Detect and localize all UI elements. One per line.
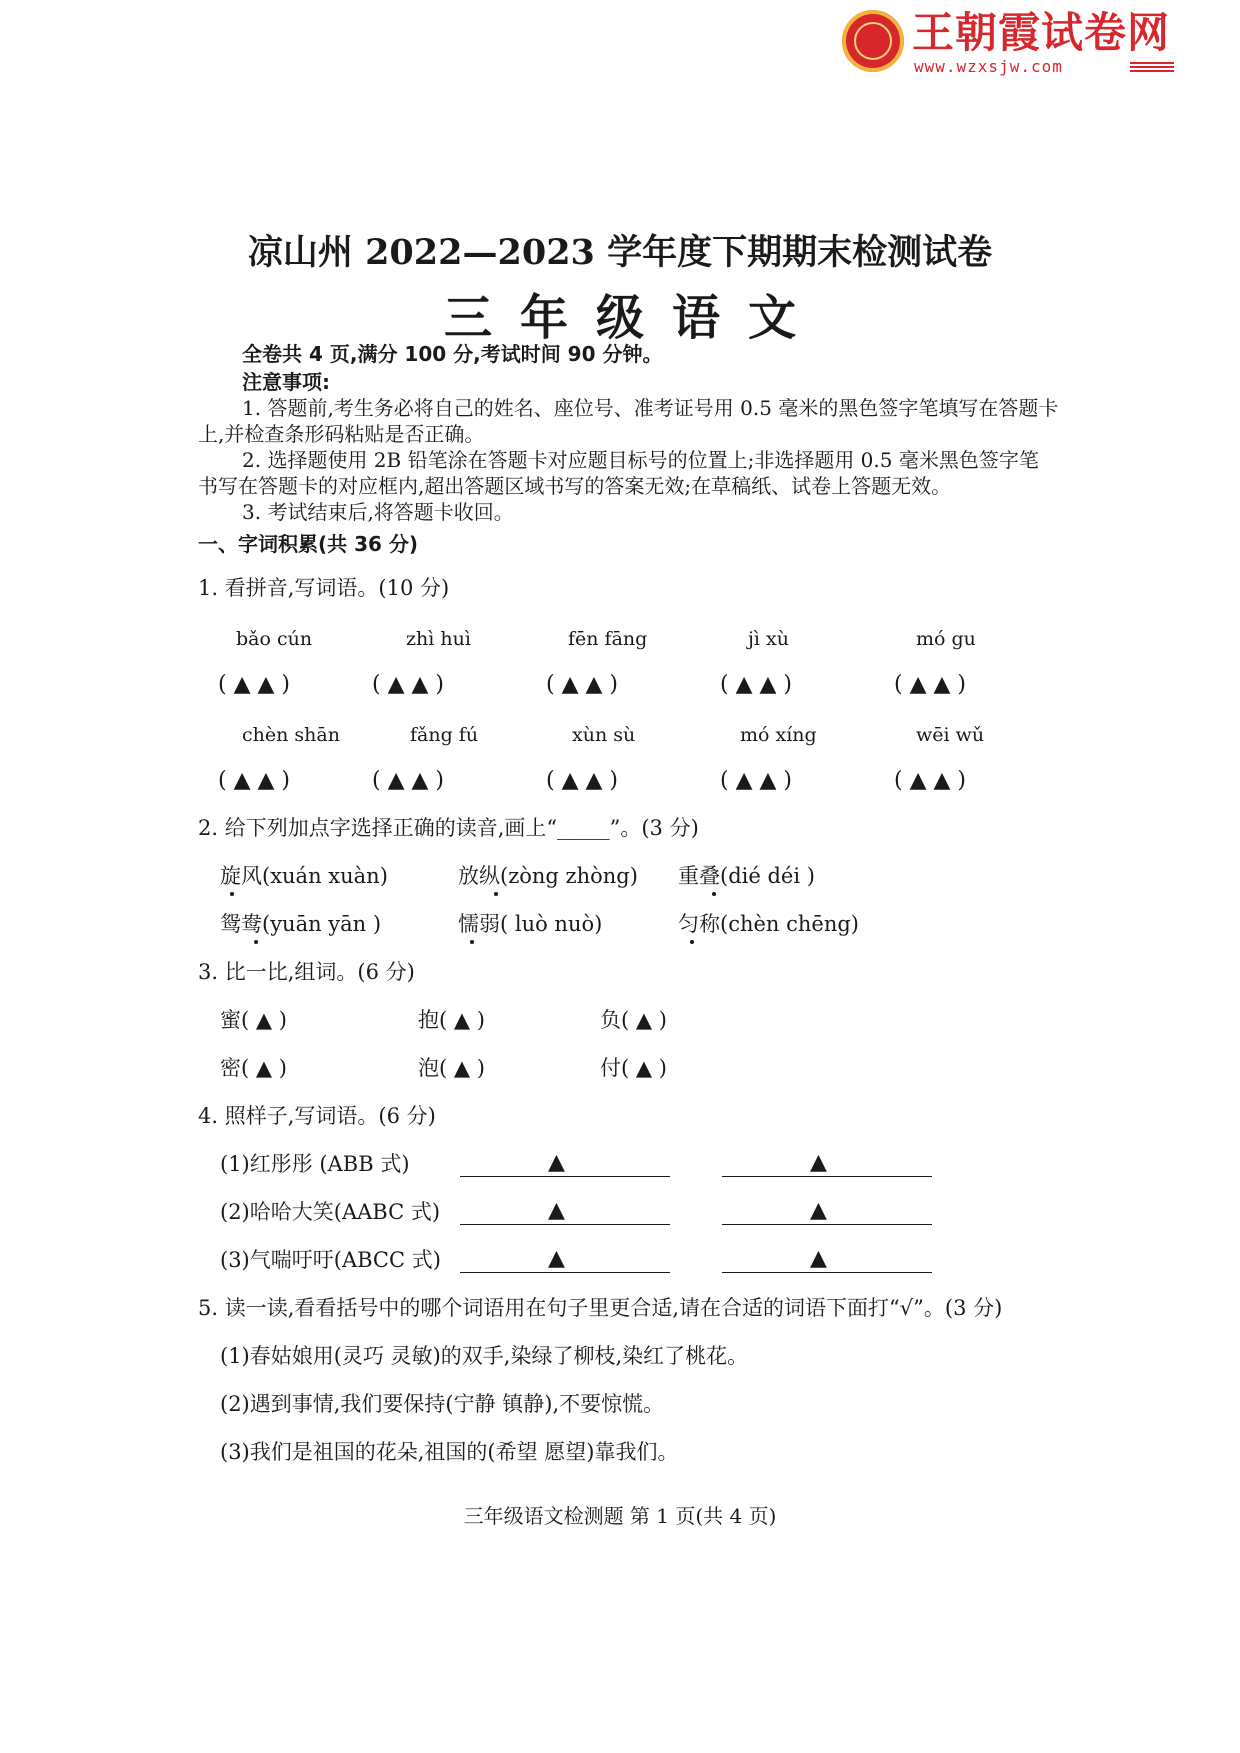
q5-title: 5. 读一读,看看括号中的哪个词语用在句子里更合适,请在合适的词语下面打“√”。(3 分) xyxy=(198,1296,1003,1320)
note-3: 3. 考试结束后,将答题卡收回。 xyxy=(242,500,514,524)
seal-icon xyxy=(842,10,904,72)
answer-mark: ▲ xyxy=(810,1198,827,1223)
q1-pinyin: wēi wǔ xyxy=(916,724,985,746)
emphasis-dot xyxy=(712,892,716,896)
q1-pinyin: jì xù xyxy=(748,628,789,650)
q4-item: (3)气喘吁吁(ABCC 式) xyxy=(220,1248,441,1272)
q2-item: 匀称(chèn chēng) xyxy=(678,912,859,936)
q3-item: 蜜( ▲ ) xyxy=(220,1008,287,1032)
exam-subject: 三年级语文 xyxy=(443,290,824,346)
answer-mark: ▲ xyxy=(810,1150,827,1175)
logo-url: www.wzxsjw.com xyxy=(914,57,1063,76)
q1-pinyin: xùn sù xyxy=(572,724,636,746)
q1-answer-box: ( ▲ ▲ ) xyxy=(720,768,792,793)
q1-pinyin: chèn shān xyxy=(242,724,340,746)
note-2-cont: 书写在答题卡的对应框内,超出答题区域书写的答案无效;在草稿纸、试卷上答题无效。 xyxy=(198,474,952,498)
note-1: 1. 答题前,考生务必将自己的姓名、座位号、准考证号用 0.5 毫米的黑色签字笔填写在答题卡 xyxy=(242,396,1059,420)
q1-answer-box: ( ▲ ▲ ) xyxy=(218,672,290,697)
q3-item: 负( ▲ ) xyxy=(600,1008,667,1032)
q5-item: (3)我们是祖国的花朵,祖国的(希望 愿望)靠我们。 xyxy=(220,1440,679,1464)
answer-line xyxy=(460,1224,670,1225)
note-2: 2. 选择题使用 2B 铅笔涂在答题卡对应题目标号的位置上;非选择题用 0.5 毫米黑色签字笔 xyxy=(242,448,1039,472)
exam-title: 凉山州 2022—2023 学年度下期期末检测试卷 xyxy=(247,232,993,273)
answer-line xyxy=(722,1272,932,1273)
answer-line xyxy=(722,1224,932,1225)
q1-answer-box: ( ▲ ▲ ) xyxy=(894,672,966,697)
q2-item: 鸳鸯(yuān yān ) xyxy=(220,912,382,936)
q4-item: (1)红彤彤 (ABB 式) xyxy=(220,1152,410,1176)
q2-item: 放纵(zòng zhòng) xyxy=(458,864,638,888)
section-title: 一、字词积累(共 36 分) xyxy=(198,532,419,556)
q3-item: 抱( ▲ ) xyxy=(418,1008,485,1032)
emphasis-dot xyxy=(494,892,498,896)
q1-answer-box: ( ▲ ▲ ) xyxy=(894,768,966,793)
answer-mark: ▲ xyxy=(810,1246,827,1271)
answer-mark: ▲ xyxy=(548,1198,565,1223)
q4-item: (2)哈哈大笑(AABC 式) xyxy=(220,1200,441,1224)
emphasis-dot xyxy=(254,940,258,944)
answer-line xyxy=(460,1176,670,1177)
q3-item: 付( ▲ ) xyxy=(600,1056,667,1080)
q1-answer-box: ( ▲ ▲ ) xyxy=(218,768,290,793)
q1-answer-box: ( ▲ ▲ ) xyxy=(372,672,444,697)
emphasis-dot xyxy=(230,892,234,896)
q4-title: 4. 照样子,写词语。(6 分) xyxy=(198,1104,436,1128)
q3-title: 3. 比一比,组词。(6 分) xyxy=(198,960,415,984)
q5-item: (1)春姑娘用(灵巧 灵敏)的双手,染绿了柳枝,染红了桃花。 xyxy=(220,1344,749,1368)
q1-pinyin: fēn fāng xyxy=(568,628,648,650)
answer-line xyxy=(460,1272,670,1273)
q1-pinyin: mó xíng xyxy=(740,724,817,746)
q3-item: 密( ▲ ) xyxy=(220,1056,287,1080)
emphasis-dot xyxy=(470,940,474,944)
q3-item: 泡( ▲ ) xyxy=(418,1056,485,1080)
q5-item: (2)遇到事情,我们要保持(宁静 镇静),不要惊慌。 xyxy=(220,1392,665,1416)
exam-info: 全卷共 4 页,满分 100 分,考试时间 90 分钟。 xyxy=(242,342,663,366)
answer-mark: ▲ xyxy=(548,1246,565,1271)
notice-label: 注意事项: xyxy=(242,370,330,394)
q1-answer-box: ( ▲ ▲ ) xyxy=(546,672,618,697)
q1-pinyin: zhì huì xyxy=(406,628,471,650)
logo-name: 王朝霞试卷网 xyxy=(912,8,1171,57)
q1-pinyin: fǎng fú xyxy=(410,724,479,746)
q2-item: 重叠(dié déi ) xyxy=(678,864,815,888)
answer-line xyxy=(722,1176,932,1177)
q1-answer-box: ( ▲ ▲ ) xyxy=(546,768,618,793)
q2-title: 2. 给下列加点字选择正确的读音,画上“_____”。(3 分) xyxy=(198,816,699,840)
logo-decoration xyxy=(1130,62,1174,72)
q2-item: 懦弱( luò nuò) xyxy=(458,912,603,936)
q1-pinyin: bǎo cún xyxy=(236,628,313,650)
site-logo xyxy=(842,10,1172,74)
answer-mark: ▲ xyxy=(548,1150,565,1175)
page-footer: 三年级语文检测题 第 1 页(共 4 页) xyxy=(463,1504,777,1528)
q2-item: 旋风(xuán xuàn) xyxy=(220,864,388,888)
emphasis-dot xyxy=(690,940,694,944)
q1-answer-box: ( ▲ ▲ ) xyxy=(372,768,444,793)
q1-title: 1. 看拼音,写词语。(10 分) xyxy=(198,576,450,600)
q1-answer-box: ( ▲ ▲ ) xyxy=(720,672,792,697)
q1-pinyin: mó gu xyxy=(916,628,976,650)
note-1-cont: 上,并检查条形码粘贴是否正确。 xyxy=(198,422,485,446)
